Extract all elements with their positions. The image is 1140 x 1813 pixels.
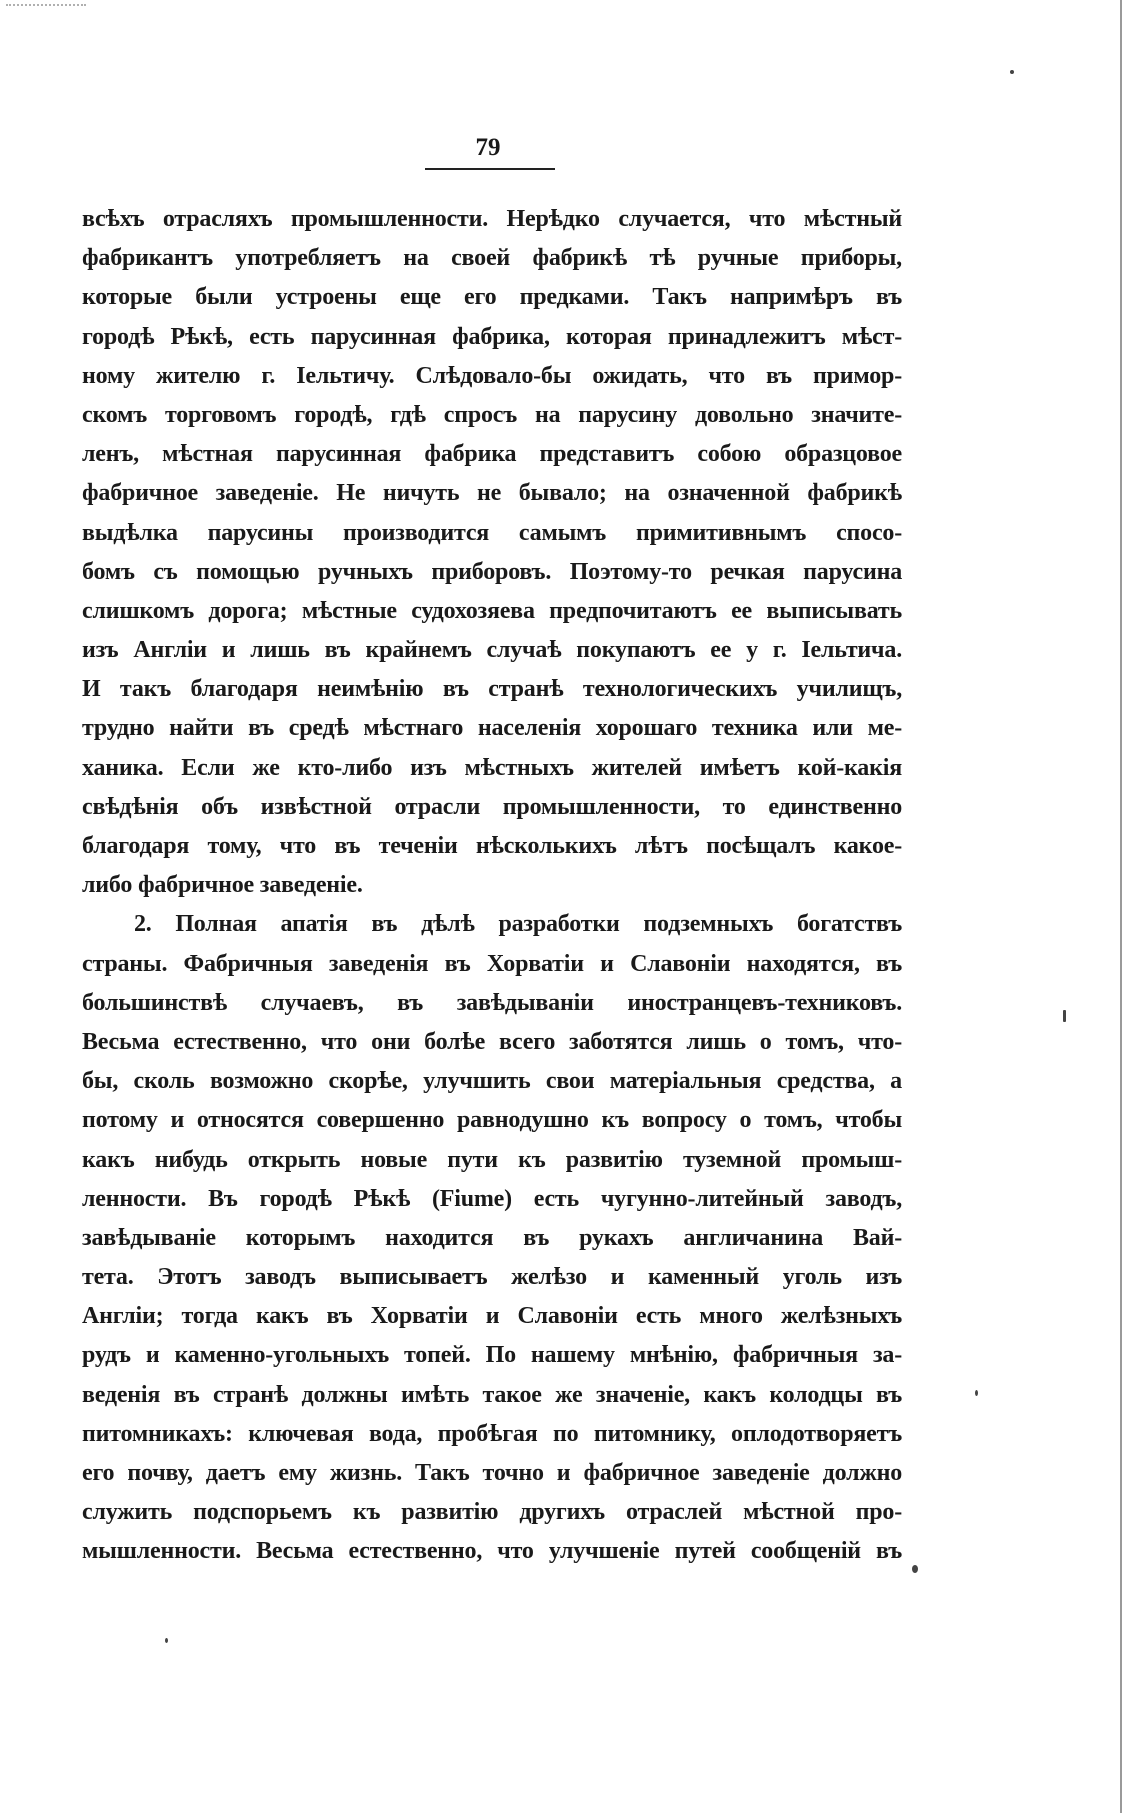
text-line: его почву, даетъ ему жизнь. Такъ точно и фабричное заведеніе должно bbox=[82, 1460, 902, 1486]
body-text bbox=[82, 200, 902, 1572]
scan-speck bbox=[1010, 70, 1014, 74]
text-line: какъ нибудь открыть новые пути къ развитію туземной промыш- bbox=[82, 1146, 902, 1173]
scan-speck bbox=[165, 1638, 168, 1643]
text-line: рудъ и каменно-угольныхъ топей. По нашему мнѣнію, фабричныя за- bbox=[82, 1342, 902, 1369]
text-line: всѣхъ отрасляхъ промышленности. Нерѣдко случается, что мѣстный bbox=[82, 206, 902, 232]
text-line: страны. Фабричныя заведенія въ Хорватіи и Славоніи находятся, въ bbox=[82, 950, 902, 977]
text-line: трудно найти въ средѣ мѣстнаго населенія хорошаго техника или ме- bbox=[82, 715, 902, 742]
text-line: ленности. Въ городѣ Рѣкѣ (Fiume) есть чугунно-литейный заводъ, bbox=[82, 1185, 902, 1212]
text-line: ленъ, мѣстная парусинная фабрика представитъ собою образцовое bbox=[82, 441, 902, 468]
text-line: тета. Этотъ заводъ выписываетъ желѣзо и каменный уголь изъ bbox=[82, 1264, 902, 1291]
text-line: ханика. Если же кто-либо изъ мѣстныхъ жителей имѣетъ кой-какія bbox=[82, 754, 902, 781]
text-line: служить подспорьемъ къ развитію другихъ отраслей мѣстной про- bbox=[82, 1499, 902, 1526]
scan-top-mark bbox=[6, 4, 86, 8]
text-line: городѣ Рѣкѣ, есть парусинная фабрика, которая принадлежитъ мѣст- bbox=[82, 323, 902, 350]
text-line: завѣдываніе которымъ находится въ рукахъ англичанина Вай- bbox=[82, 1224, 902, 1251]
page-number: 79 bbox=[475, 134, 501, 161]
text-line: 2. Полная апатія въ дѣлѣ разработки подземныхъ богатствъ bbox=[134, 911, 902, 938]
scan-speck bbox=[1063, 1010, 1066, 1022]
text-line: либо фабричное заведеніе. bbox=[82, 872, 363, 899]
text-line: слишкомъ дорога; мѣстные судохозяева предпочитаютъ ее выписывать bbox=[82, 597, 902, 624]
text-line: бомъ съ помощью ручныхъ приборовъ. Поэтому-то речкая парусина bbox=[82, 558, 902, 585]
text-line: веденія въ странѣ должны имѣть такое же значеніе, какъ колодцы въ bbox=[82, 1381, 902, 1408]
text-line: изъ Англіи и лишь въ крайнемъ случаѣ покупаютъ ее у г. Іельтича. bbox=[82, 637, 902, 664]
scan-speck bbox=[975, 1390, 978, 1396]
text-line: ному жителю г. Іельтичу. Слѣдовало-бы ожидать, что въ примор- bbox=[82, 362, 902, 389]
page-number-rule bbox=[425, 168, 555, 170]
text-line: И такъ благодаря неимѣнію въ странѣ технологическихъ училищъ, bbox=[82, 676, 902, 703]
text-line: Весьма естественно, что они болѣе всего заботятся лишь о томъ, что- bbox=[82, 1028, 902, 1055]
text-line: благодаря тому, что въ теченіи нѣсколькихъ лѣтъ посѣщалъ какое- bbox=[82, 833, 902, 859]
text-line: свѣдѣнія объ извѣстной отрасли промышленности, то единственно bbox=[82, 793, 902, 820]
text-line: мышленности. Весьма естественно, что улучшеніе путей сообщеній въ bbox=[82, 1538, 902, 1565]
text-line: скомъ торговомъ городѣ, гдѣ спросъ на парусину довольно значите- bbox=[82, 401, 902, 428]
text-line: Англіи; тогда какъ въ Хорватіи и Славоніи есть много желѣзныхъ bbox=[82, 1303, 902, 1330]
text-line: большинствѣ случаевъ, въ завѣдываніи иностранцевъ-техниковъ. bbox=[82, 989, 902, 1016]
text-line: потому и относятся совершенно равнодушно къ вопросу о томъ, чтобы bbox=[82, 1107, 902, 1134]
scan-edge-line bbox=[1120, 0, 1122, 1813]
text-line: бы, сколь возможно скорѣе, улучшить свои матеріальныя средства, а bbox=[82, 1068, 902, 1095]
text-line: которые были устроены еще его предками. Такъ напримѣръ въ bbox=[82, 284, 902, 311]
text-line: выдѣлка парусины производится самымъ примитивнымъ спосо- bbox=[82, 519, 902, 546]
text-line: фабричное заведеніе. Не ничуть не бывало; на означенной фабрикѣ bbox=[82, 480, 902, 507]
text-line: фабрикантъ употребляетъ на своей фабрикѣ тѣ ручные приборы, bbox=[82, 245, 902, 272]
paragraph bbox=[82, 905, 902, 1571]
paragraph bbox=[82, 200, 902, 905]
scan-speck bbox=[912, 1565, 918, 1573]
text-line: питомникахъ: ключевая вода, пробѣгая по питомнику, оплодотворяетъ bbox=[82, 1420, 902, 1447]
